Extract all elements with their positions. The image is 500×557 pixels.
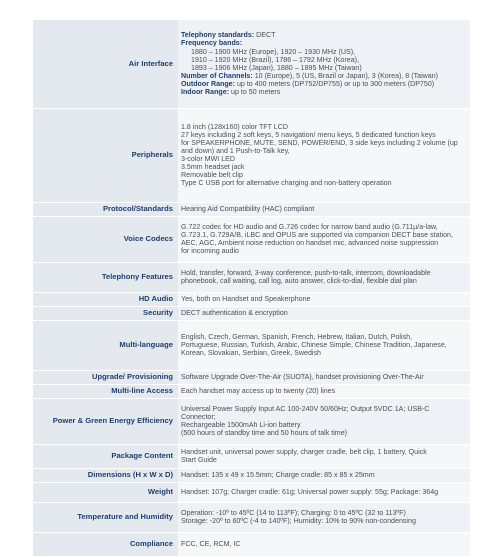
spec-value-text: FCC, CE, RCM, IC (181, 539, 241, 548)
spec-value-text: up to 400 meters (DP752/DP755) or up to 300 meters (DP750) (235, 79, 435, 88)
spec-value-line (181, 88, 470, 96)
spec-label: Multi-line Access (33, 384, 178, 398)
spec-label: Upgrade/ Provisioning (33, 370, 178, 384)
spec-label: Package Content (33, 444, 178, 468)
spec-value-text: Handset: 107g; Charger cradle: 61g; Universal power supply: 55g; Package: 364g (181, 487, 439, 496)
spec-value-text: for SPEAKERPHONE, MUTE, SEND, POWER/END, 3 side keys including 2 volume (up (181, 138, 458, 147)
spec-value-text: 1.8 inch (128x160) color TFT LCD (181, 122, 288, 131)
spec-row (33, 398, 470, 444)
spec-value-text: and down) and 1 Push-to-Talk key, (181, 146, 290, 155)
spec-value-line (181, 163, 470, 171)
spec-value-line (181, 421, 470, 429)
spec-label: Telephony Features (33, 262, 178, 292)
spec-label: Voice Codecs (33, 216, 178, 262)
spec-value-key: Outdoor Range: (181, 79, 235, 88)
spec-value-text: phonebook, call waiting, call log, auto answer, click-to-dial, flexible dial plan (181, 277, 417, 285)
spec-value-text: Removable belt clip (181, 171, 243, 180)
spec-value (178, 108, 470, 202)
spec-value-line (181, 540, 470, 548)
spec-label: Weight (33, 482, 178, 502)
spec-value-line (181, 56, 470, 64)
spec-value-text: Type C USB port for alternative charging and non-battery operation (181, 179, 392, 188)
spec-value-line (181, 373, 470, 381)
spec-value-line (181, 471, 470, 479)
spec-value (178, 532, 470, 556)
spec-value (178, 482, 470, 502)
spec-value (178, 384, 470, 398)
spec-label: Security (33, 306, 178, 320)
spec-row (33, 444, 470, 468)
spec-value-text: Handset unit, universal power supply, charger cradle, belt clip, 1 battery, Quick (181, 447, 427, 456)
spec-value-text: Portuguese, Russian, Turkish, Arabic, Chinese Simple, Chinese Tradition, Japanese, (181, 340, 447, 349)
spec-row (33, 482, 470, 502)
spec-value-text: 3.5mm headset jack (181, 163, 245, 172)
spec-value-text: Storage: -20º to 60ºC (-4 to 140ºF); Humidity: 10% to 90% non-condensing (181, 517, 416, 525)
spec-row (33, 108, 470, 202)
spec-value-line (181, 72, 470, 80)
spec-value-line (181, 488, 470, 496)
spec-value (178, 20, 470, 108)
spec-value-line (181, 223, 470, 231)
spec-value-line (181, 277, 470, 285)
spec-value-line (181, 31, 470, 39)
spec-value-key: Number of Channels: (181, 71, 253, 80)
spec-value-text: DECT authentication & encryption (181, 308, 288, 317)
spec-value-text: up to 50 meters (229, 88, 281, 97)
spec-value (178, 370, 470, 384)
spec-row (33, 468, 470, 482)
spec-row (33, 306, 470, 320)
spec-value-text: G.723.1, G.729A/B, iLBC and OPUS are supported via companion DECT base station, (181, 230, 453, 239)
spec-value-text: English, Czech, German, Spanish, French, Hebrew, Italian, Dutch, Polish, (181, 332, 413, 341)
spec-value-text: Software Upgrade Over-The-Air (SUOTA), handset provisioning Over-The-Air (181, 372, 424, 381)
spec-value-text: Universal Power Supply Input AC 100-240V 50/60Hz; Output 5VDC 1A; USB-C (181, 404, 430, 413)
spec-value-line (181, 239, 470, 247)
spec-value (178, 306, 470, 320)
spec-value-line (181, 413, 470, 421)
spec-value-text: AEC, AGC, Ambient noise reduction on handset mic, advanced noise suppression (181, 239, 439, 247)
spec-value (178, 292, 470, 306)
spec-label: Peripherals (33, 108, 178, 202)
spec-row (33, 532, 470, 556)
spec-value (178, 202, 470, 216)
spec-value-line (181, 405, 470, 413)
spec-value-text: 1910 – 1920 MHz (Brazil), 1786 – 1792 MHz (Korea), (191, 55, 359, 64)
spec-value-line (181, 509, 470, 517)
spec-row (33, 20, 470, 108)
spec-value-line (181, 387, 470, 395)
spec-value-line (181, 341, 470, 349)
spec-value-line (181, 448, 470, 456)
spec-value-line (181, 333, 470, 341)
spec-value-line (181, 179, 470, 187)
spec-value-line (181, 309, 470, 317)
spec-value-text: Hearing Aid Compatibility (HAC) compliant (181, 204, 315, 213)
spec-value-text: 10 (Europe), 5 (US, Brazil or Japan), 3 (Korea), 8 (Taiwan) (252, 71, 439, 80)
spec-row (33, 370, 470, 384)
spec-value-line (181, 64, 470, 72)
spec-value-key: Indoor Range: (181, 88, 230, 97)
spec-table-body (33, 20, 470, 556)
spec-label: Multi-language (33, 320, 178, 370)
spec-row (33, 292, 470, 306)
spec-row (33, 202, 470, 216)
spec-value-line (181, 231, 470, 239)
spec-value (178, 262, 470, 292)
spec-value-line (181, 155, 470, 163)
spec-label: Power & Green Energy Efficiency (33, 398, 178, 444)
spec-value-text: DECT (254, 31, 276, 40)
spec-value-text: Rechargeable 1500mAh Li-ion battery (181, 421, 301, 429)
spec-value-text: Start Guide (181, 456, 217, 464)
spec-value-text: 27 keys including 2 soft keys, 5 navigation/ menu keys, 5 dedicated function keys (181, 130, 436, 139)
spec-row (33, 384, 470, 398)
spec-label: Protocol/Standards (33, 202, 178, 216)
spec-value (178, 320, 470, 370)
spec-row (33, 320, 470, 370)
spec-value-text: Each handset may access up to twenty (20) lines (181, 386, 336, 395)
spec-label: Temperature and Humidity (33, 502, 178, 532)
spec-label: HD Audio (33, 292, 178, 306)
spec-value-text: Korean, Slovakian, Serbian, Greek, Swedish (181, 349, 321, 358)
spec-table (33, 20, 470, 557)
spec-value-line (181, 39, 470, 47)
spec-row (33, 502, 470, 532)
spec-value-line (181, 147, 470, 155)
spec-value (178, 468, 470, 482)
spec-value (178, 502, 470, 532)
spec-value-line (181, 295, 470, 303)
spec-value-text: Handset: 135 x 49 x 15.5mm; Charge cradle: 85 x 85 x 25mm (181, 470, 375, 479)
spec-value-line (181, 123, 470, 131)
spec-value-text: 1880 – 1900 MHz (Europe), 1920 – 1930 MHz (US), (191, 47, 356, 56)
spec-value (178, 216, 470, 262)
spec-value-text: for incoming audio (181, 247, 239, 256)
spec-value-line (181, 131, 470, 139)
spec-value-line (181, 517, 470, 525)
spec-value-line (181, 349, 470, 357)
spec-value-line (181, 247, 470, 255)
spec-value-text: 1893 – 1906 MHz (Japan), 1880 – 1895 MHz (Taiwan) (191, 63, 362, 72)
spec-label: Dimensions (H x W x D) (33, 468, 178, 482)
spec-value-text: Operation: -10º to 45ºC (14 to 113ºF); Charging: 0 to 45ºC (32 to 113ºF) (181, 508, 406, 517)
spec-value-line (181, 456, 470, 464)
spec-row (33, 216, 470, 262)
spec-value-line (181, 171, 470, 179)
spec-value (178, 444, 470, 468)
spec-value-text: (500 hours of standby time and 50 hours of talk time) (181, 429, 348, 438)
spec-value-text: Yes, both on Handset and Speakerphone (181, 294, 311, 303)
spec-value-line (181, 139, 470, 147)
spec-value-line (181, 80, 470, 88)
spec-value-text: 3-color MWI LED (181, 155, 235, 163)
spec-label: Air Interface (33, 20, 178, 108)
spec-value (178, 398, 470, 444)
spec-value-key: Telephony standards: (181, 31, 255, 40)
spec-value-text: G.722 codec for HD audio and G.726 codec for narrow band audio (G.711µ/a-law, (181, 222, 438, 231)
spec-row (33, 262, 470, 292)
spec-value-line (181, 269, 470, 277)
spec-value-line (181, 205, 470, 213)
spec-value-text: Hold, transfer, forward, 3-way conference, push-to-talk, intercom, downloadable (181, 268, 431, 277)
spec-value-line (181, 48, 470, 56)
spec-value-text: Connector; (181, 412, 216, 421)
spec-label: Compliance (33, 532, 178, 556)
spec-value-line (181, 429, 470, 437)
spec-value-key: Frequency bands: (181, 39, 243, 48)
